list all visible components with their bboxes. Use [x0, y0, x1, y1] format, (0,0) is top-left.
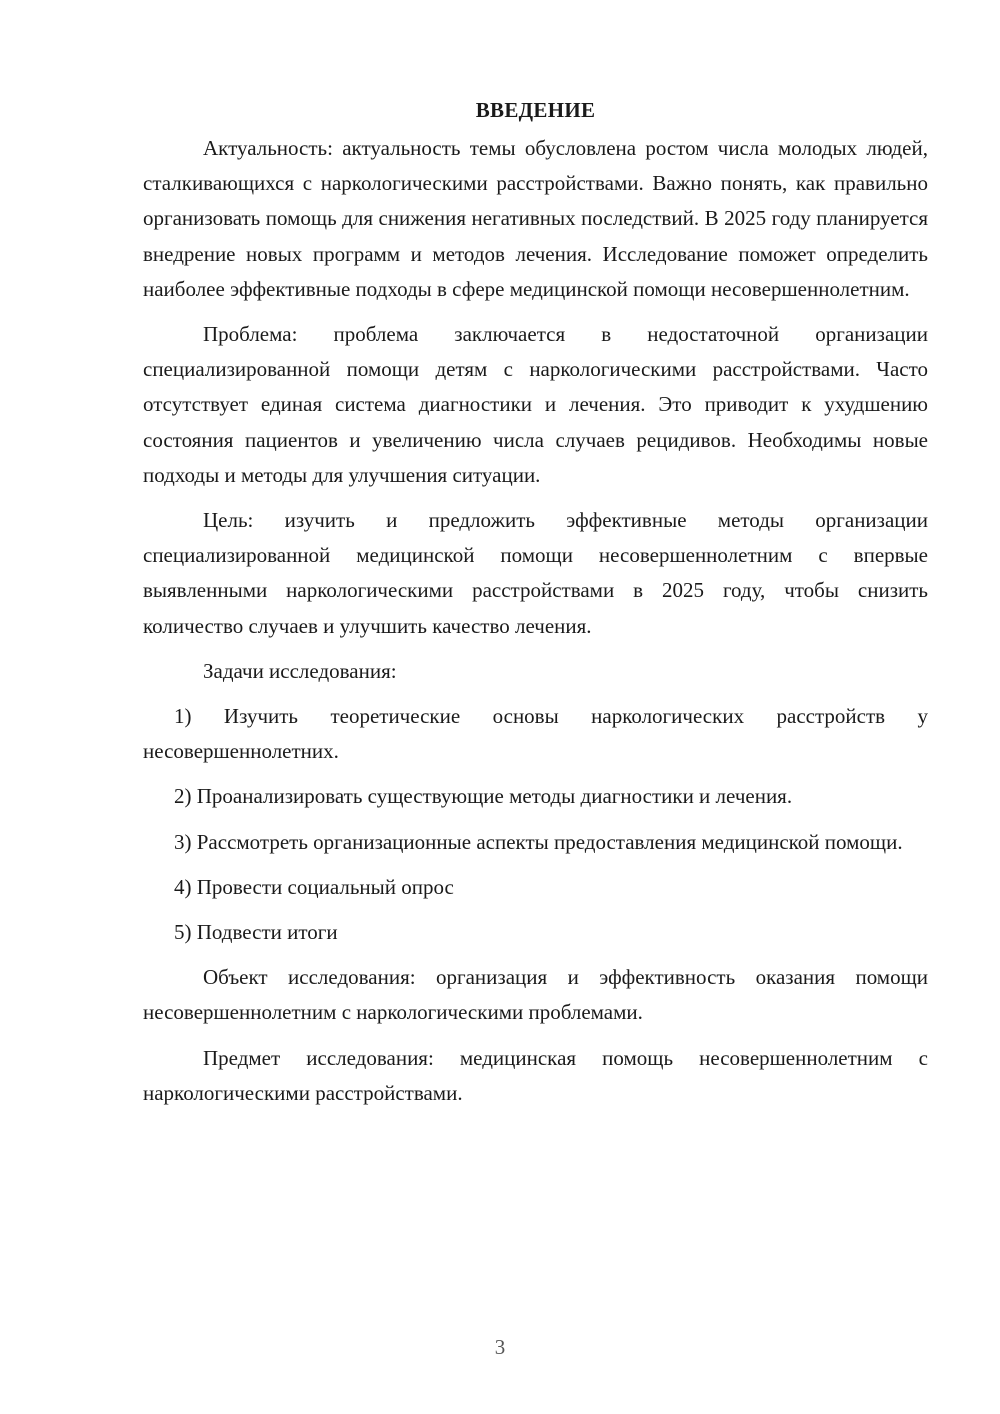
task-item-2: 2) Проанализировать существующие методы диагностики и лечения.	[174, 784, 793, 809]
page-number: 3	[494, 1335, 506, 1359]
page-heading: ВВЕДЕНИЕ	[475, 98, 596, 122]
object-paragraph: Объект исследования: организация и эффективность оказания помощи несовершеннолетним с наркологическими проблемами.	[143, 965, 928, 1025]
subject-paragraph: Предмет исследования: медицинская помощь несовершеннолетним с наркологическими расстройствами.	[143, 1045, 928, 1105]
task-item-4: 4) Провести социальный опрос	[174, 874, 454, 899]
task-item-3: 3) Рассмотреть организационные аспекты предоставления медицинской помощи.	[174, 829, 903, 854]
tasks-title: Задачи исследования:	[203, 658, 397, 683]
relevance-paragraph: Актуальность: актуальность темы обусловлена ростом числа молодых людей, сталкивающихся с наркологическими расстройствами. Важно понять, как правильно организовать помощь для снижения негативных последствий. В 2025 году планируется внедрение новых программ и методов лечения. Исследование поможет определить наиболее эффективные подходы в сфере медицинской помощи несовершеннолетним.	[143, 136, 928, 301]
page-content	[143, 95, 928, 1121]
goal-paragraph: Цель: изучить и предложить эффективные методы организации специализированной медицинской помощи несовершеннолетним с впервые выявленными наркологическими расстройствами в 2025 году, чтобы снизить количество случаев и улучшить качество лечения.	[143, 508, 928, 638]
task-item-5: 5) Подвести итоги	[174, 920, 338, 945]
problem-paragraph: Проблема: проблема заключается в недостаточной организации специализированной помощи детям с наркологическими расстройствами. Часто отсутствует единая система диагностики и лечения. Это приводит к ухудшению состояния пациентов и увеличению числа случаев рецидивов. Необходимы новые подходы и методы для улучшения ситуации.	[143, 322, 928, 487]
task-item-1: 1) Изучить теоретические основы наркологических расстройств у несовершеннолетних.	[143, 704, 928, 764]
